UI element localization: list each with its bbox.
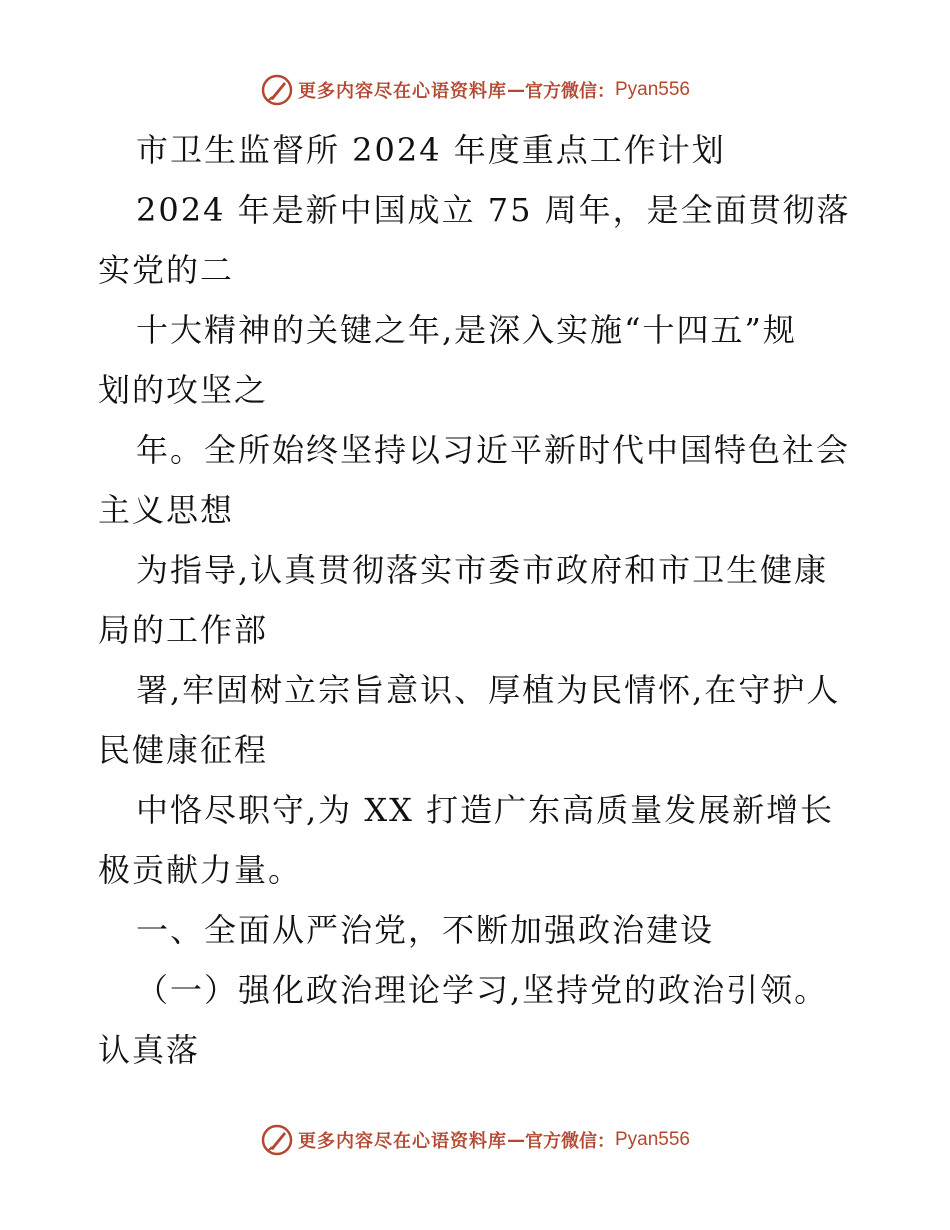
text-line: 2024 年是新中国成立 75 周年，是全面贯彻落	[136, 191, 851, 229]
footer-banner	[0, 1120, 950, 1160]
banner-content	[260, 1123, 690, 1157]
banner-wechat-label: 官方微信：	[524, 81, 615, 102]
text-line: 中恪尽职守,为 XX 打造广东高质量发展新增长	[136, 791, 835, 829]
banner-slogan: 更多内容尽在心语资料库	[297, 81, 507, 102]
text-line: 认真落	[98, 1031, 201, 1069]
banner-separator: —	[506, 79, 525, 101]
document-title: 市卫生监督所 2024 年度重点工作计划	[136, 131, 726, 169]
text-line: 民健康征程	[98, 731, 269, 769]
text-line: 极贡献力量。	[98, 851, 303, 889]
quill-logo-icon	[260, 1123, 294, 1157]
banner-separator: —	[506, 1129, 525, 1151]
subsection-heading: （一）强化政治理论学习,坚持党的政治引领。	[136, 971, 829, 1009]
text-line: 十大精神的关键之年,是深入实施“十四五”规	[136, 311, 797, 349]
banner-wechat-id: Pyan556	[614, 1129, 690, 1150]
header-banner	[0, 70, 950, 110]
text-line: 署,牢固树立宗旨意识、厚植为民情怀,在守护人	[136, 671, 841, 709]
section-heading: 一、全面从严治党，不断加强政治建设	[136, 911, 715, 949]
banner-wechat-id: Pyan556	[614, 79, 690, 100]
banner-wechat-label: 官方微信：	[524, 1131, 615, 1152]
text-line: 年。全所始终坚持以习近平新时代中国特色社会	[136, 431, 851, 469]
text-line: 主义思想	[98, 491, 235, 529]
text-line: 划的攻坚之	[98, 371, 269, 409]
banner-slogan: 更多内容尽在心语资料库	[297, 1131, 507, 1152]
banner-content	[260, 73, 690, 107]
text-line: 实党的二	[98, 251, 235, 289]
text-line: 局的工作部	[98, 611, 269, 649]
quill-logo-icon	[260, 73, 294, 107]
text-line: 为指导,认真贯彻落实市委市政府和市卫生健康	[136, 551, 829, 589]
document-body	[98, 120, 878, 1080]
